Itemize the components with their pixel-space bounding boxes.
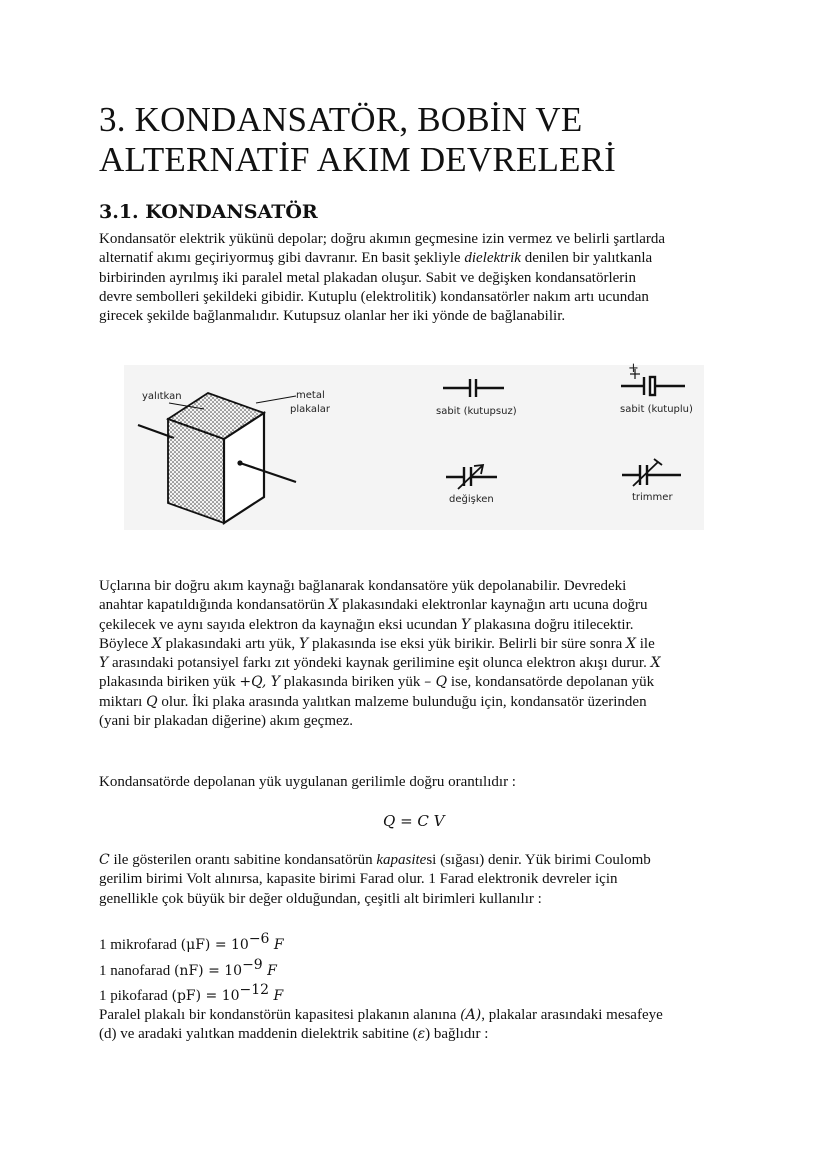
capacitance-equation: Q = C V: [383, 812, 445, 830]
chapter-heading-line-1: 3. KONDANSATÖR, BOBİN VE: [99, 100, 583, 139]
capacitor-figure: [124, 361, 704, 530]
text-line: Kondansatör elektrik yükünü depolar; doğru akımın geçmesine izin vermez ve belirli şartlarda: [99, 231, 666, 247]
unit-microfarad: 1 mikrofarad $(\mu F) = 10^{-6}$ F: [99, 931, 284, 953]
capacitance-paragraph: [99, 851, 739, 909]
text-line: C ile gösterilen orantı sabitine kondansatörün kapasitesi (sığası) denir. Yük birimi Coulomb: [99, 852, 651, 868]
label-metal: metal: [296, 390, 325, 401]
chapter-heading: [99, 100, 739, 180]
label-insulator: yalıtkan: [142, 391, 182, 402]
text-line: Kondansatörde depolanan yük uygulanan gerilimle doğru orantılıdır :: [99, 774, 516, 790]
text-line: Paralel plakalı bir kondanstörün kapasitesi plakanın alanına (A), plakalar arasındaki mesafeye: [99, 1007, 663, 1023]
text-line: Uçlarına bir doğru akım kaynağı bağlanarak kondansatöre yük depolanabilir. Devredeki: [99, 578, 627, 594]
unit-list: [99, 930, 284, 1007]
text-line: miktarı Q olur. İki plaka arasında yalıtkan malzeme bulunduğu için, kondansatör üzerinden: [99, 693, 647, 710]
charging-paragraph: [99, 577, 739, 731]
text-line: birbirinden ayrılmış iki paralel metal plakadan oluşur. Sabit ve değişken kondansatörlerin: [99, 269, 636, 286]
capacitor-figure-drawing: [124, 361, 704, 530]
text-line: plakasında biriken yük +Q, Y plakasında biriken yük – Q ise, kondansatörde depolanan yük: [99, 674, 655, 691]
plus-sign: +: [628, 361, 639, 376]
text-line: Böylece X plakasındaki artı yük, Y plakasında ise eksi yük birikir. Belirli bir süre sonra X ile: [99, 635, 655, 652]
text-line: girecek şekilde bağlanmalıdır. Kutupsuz olanlar her iki yönde de bağlanabilir.: [99, 308, 566, 325]
text-line: alternatif akımı geçiriyormuş gibi davranır. En basit şekliyle dielektrik denilen bir yalıtkanla: [99, 250, 653, 267]
chapter-heading-line-2: ALTERNATİF AKIM DEVRELERİ: [99, 140, 617, 179]
emphasis-term: dielektrik: [464, 250, 521, 267]
unit-picofarad: 1 pikofarad $(pF) = 10^{-12}$ F: [99, 982, 284, 1004]
parallel-plate-paragraph: [99, 1006, 739, 1045]
text-line: devre sembolleri şekildeki gibidir. Kutuplu (elektrolitik) kondansatörler nakım artı ucundan: [99, 288, 649, 305]
text-line: (yani bir plakadan diğerine) akım geçmez.: [99, 713, 354, 730]
caption-variable: değişken: [449, 494, 494, 505]
text-line: genellikle çok büyük bir değer olduğundan, çeşitli alt birimleri kullanılır :: [99, 890, 542, 907]
text-line: anahtar kapatıldığında kondansatörün X plakasındaki elektronlar kaynağın artı ucuna doğru: [99, 597, 648, 614]
proportionality-paragraph: [99, 773, 739, 792]
caption-trimmer: trimmer: [632, 492, 673, 503]
label-plates: plakalar: [290, 404, 331, 415]
text-line: çekilecek ve aynı sayıda elektron da kaynağın eksi ucundan Y plakasına doğru itilecektir.: [99, 616, 634, 633]
text-line: gerilim birimi Volt alınırsa, kapasite birimi Farad olur. 1 Farad elektronik devreler için: [99, 871, 618, 888]
unit-nanofarad: 1 nanofarad $(nF) = 10^{-9}$ F: [99, 956, 277, 979]
caption-fixed-polar: sabit (kutuplu): [620, 404, 693, 415]
text-line: (d) ve aradaki yalıtkan maddenin dielektrik sabitine (ε) bağlıdır :: [99, 1026, 489, 1043]
caption-fixed-nonpolar: sabit (kutupsuz): [436, 406, 517, 417]
text-line: Y arasındaki potansiyel farkı zıt yöndeki kaynak gerilimine eşit olunca elektron akışı durur. X: [99, 655, 661, 672]
section-heading: 3.1. KONDANSATÖR: [99, 201, 318, 223]
intro-paragraph: [99, 230, 739, 326]
